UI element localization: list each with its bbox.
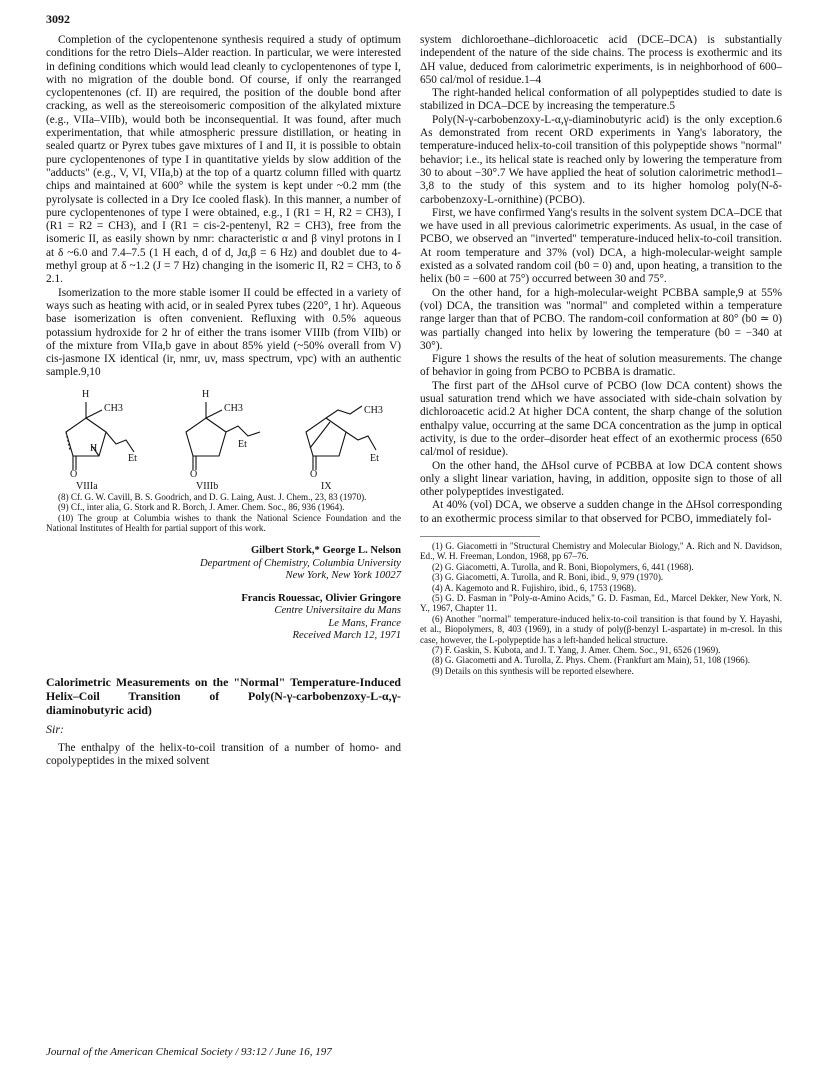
body-paragraph: system dichloroethane–dichloroacetic acid (DCE–DCA) is substantially independent of the nature of the side chains. The process is exothermic and its ΔH value, deduced from calorimetric experiments, is in neighborhood of 600–650 cal/mol of residue.1–4 [420,34,782,86]
atom-label: Et [370,452,379,464]
affiliation-line: New York, New York 10027 [285,570,401,582]
journal-footer: Journal of the American Chemical Society / 93:12 / June 16, 197 [46,1046,332,1058]
left-column [46,34,401,769]
body-paragraph: First, we have confirmed Yang's results in the solvent system DCA–DCE that we have used in all previous calorimetric experiments. As usual, in the case of PCBO, we observed an "inverted" temperature-induced helix-to-coil transition. At room temperature and 37% (vol) DCA, a high-molecular-weight sample existed as a solvated random coil (b0 = 0) and, upon heating, a transition to the helix (b0 = −600 at 75°) occurred between 30 and 75°. [420,206,783,286]
footnote: (5) G. D. Fasman in "Poly-α-Amino Acids," G. D. Fasman, Ed., Marcel Dekker, New York, N. Y., 1967, Chapter 11. [420,593,782,614]
body-paragraph: On the other hand, for a high-molecular-weight PCBBA sample,9 at 55% (vol) DCA, the transition was "normal" and completed within a temperature range larger than that of PCBO. The random-coil conformation at 80° (b0 ≃ 0) was partially changed into helix by lowering the temperature (b0 = −340 at 30°). [420,286,782,352]
affiliation-line: Centre Universitaire du Mans [274,605,401,617]
footnote: (8) Cf. G. W. Cavill, B. S. Goodrich, and D. G. Laing, Aust. J. Chem., 23, 83 (1970). [58,491,367,502]
atom-label: H [82,388,90,400]
body-paragraph: Figure 1 shows the results of the heat of solution measurements. The change of behavior in going from PCBO to PCBBA is dramatic. [420,353,782,379]
body-paragraph: Isomerization to the more stable isomer II could be effected in a variety of ways such as heating with acid, or in sealed Pyrex tubes (220°, 1 hr). Aqueous base isomerization is often convenient. Refluxing with 0.5% aqueous potassium hydroxide for 2 hr of either the trans isomer VIIIb (from VIIb) or of the mixture from VIIa,b gave in about 85% yield (~50% overall from V) cis-jasmone IX identical (ir, nmr, uv, mass spectrum, vpc) with an authentic sample.9,10 [46,286,401,379]
author-signature [46,545,401,583]
author-names: Francis Rouessac, Olivier Gringore [241,592,401,604]
footnote: (9) Details on this synthesis will be reported elsewhere. [432,665,634,676]
body-paragraph: The first part of the ΔHsol curve of PCBO (low DCA content) shows the usual saturation trend which we have associated with side-chain solvation by dichloroacetic acid.2 At higher DCA content, the sharp change of the solution enthalpy value, occurring at the same DCA concentration as the jump in optical activity, is due to the order–disorder heat effect of an exothermic process (650 cal/mol of residue). [420,379,782,459]
footnote: (6) Another "normal" temperature-induced helix-to-coil transition is that found by Y. Hayashi, et al., Biopolymers, 8, 403 (1969), in a study of poly(β-benzyl L-aspartate) in m-cresol. In this case, however, the L-polypeptide has a left-handed helical structure. [420,613,782,645]
atom-label: CH3 [224,402,243,414]
structure-figure [46,388,401,492]
atom-label: O [70,468,78,480]
salutation: Sir: [46,721,64,736]
atom-label: Et [238,438,247,450]
atom-label: O [190,468,198,480]
compound-label: VIIIa [76,480,98,492]
right-column [420,34,782,676]
body-paragraph: Completion of the cyclopentenone synthesis required a study of optimum conditions for the retro Diels–Alder reaction. In particular, we were interested in defining conditions which would lead cleanly to cyclopentenones of type I, with no migration of the double bond. Of course, if only the rearranged cyclopentenones (cf. II) are required, the position of the double bond after cracking, as well as the stereoisomeric composition of the alkylated mixture (e.g., VIIa–VIIb), would both be inconsequential. It was found, after much experimentation, that while atmospheric pressure distillation, or heating in sealed quartz or Pyrex tubes gave mixtures of I and II, it is possible to obtain pure cyclopentenones of type I in quantitative yields by slow addition of the "adducts" (e.g., V, VI, VIIa,b) at the top of a quartz column filled with quartz chips and maintained at 600° while the system is kept under ~0.2 mm (the pyrolysate is collected in a Dry Ice cooled flask). In this manner, a number of pure cyclopentenones of type I were obtained, e.g., I (R1 = H, R2 = CH3), I (R1 = R2 = CH3), and I (R1 = cis-2-pentenyl, R2 = CH3), free from the isomeric II, as easily shown by nmr: characteristic α and β vinyl protons in I at δ ~6.0 and 7.4–7.5 (1 H each, d of d, Jα,β = 6 Hz) and doublet due to 4-methyl group at δ ~1.2 (J = 7 Hz) changing in the isomeric II, R2 = CH3, to δ 2.1. [46,34,401,286]
footnotes-right [420,541,782,676]
page-number: 3092 [46,12,70,26]
atom-label: CH3 [364,404,383,416]
article-title: Calorimetric Measurements on the "Normal" Temperature-Induced Helix–Coil Transition of Poly(N-γ-carbobenzoxy-L-α,γ-diaminobutyric acid) [46,674,401,717]
body-paragraph: The right-handed helical conformation of all polypeptides studied to date is stabilized in DCA–DCE by increasing the temperature.5 [420,87,782,113]
compound-label: VIIIb [196,480,219,492]
footnote: (1) G. Giacometti in "Structural Chemistry and Molecular Biology," A. Rich and N. Davidson, Ed., W. H. Freeman, London, 1968, pp 67–76. [420,540,782,562]
author-signature [46,593,401,643]
author-names: Gilbert Stork,* George L. Nelson [250,545,401,557]
footnote: (2) G. Giacometti, A. Turolla, and R. Boni, Biopolymers, 6, 441 (1968). [432,561,694,572]
body-paragraph: Poly(N-γ-carbobenzoxy-L-α,γ-diaminobutyric acid) is the only exception.6 As demonstrated from recent ORD experiments in Yang's laboratory, the temperature-induced helix-to-coil transition of this polypeptide shows "normal" behavior; i.e., its helical state is reached only by lowering the temperature from 30 to about −30°.7 We have applied the heat of solution calorimetric method1–3,8 to the study of this system and to its higher homolog poly(N-δ-carbobenzoxy-L-ornithine) (PCBO). [420,113,782,206]
body-paragraph: At 40% (vol) DCA, we observe a sudden change in the ΔHsol corresponding to an exothermic process similar to that observed for PCBO, immediately fol- [420,499,782,525]
atom-label: CH3 [104,402,123,414]
footnote-divider [420,536,540,537]
footnote: (7) F. Gaskin, S. Kubota, and J. T. Yang, J. Amer. Chem. Soc., 91, 6526 (1969). [432,645,721,656]
affiliation-line: Le Mans, France [328,617,401,629]
atom-label: O [310,468,318,480]
affiliation-line: Department of Chemistry, Columbia University [200,557,401,569]
atom-label: Et [128,452,137,464]
received-date: Received March 12, 1971 [292,630,401,642]
compound-label: IX [321,480,332,492]
footnote: (3) G. Giacometti, A. Turolla, and R. Boni, ibid., 9, 979 (1970). [432,572,664,583]
atom-label: H [90,442,98,454]
atom-label: H [202,388,210,400]
body-paragraph: On the other hand, the ΔHsol curve of PCBBA at low DCA content shows only a slight linear variation, having, in addition, opposite sign to those of all other polypeptides investigated. [420,459,782,499]
footnote: (4) A. Kagemoto and R. Fujishiro, ibid., 6, 1753 (1968). [432,582,637,593]
footnotes-left [46,492,401,534]
footnote: (10) The group at Columbia wishes to thank the National Science Foundation and the National Institutes of Health for partial support of this work. [46,512,401,533]
footnote: (9) Cf., inter alia, G. Stork and R. Borch, J. Amer. Chem. Soc., 86, 936 (1964). [58,502,345,513]
footnote: (8) G. Giacometti and A. Turolla, Z. Phys. Chem. (Frankfurt am Main), 51, 108 (1966). [432,655,750,666]
body-paragraph: The enthalpy of the helix-to-coil transition of a number of homo- and copolypeptides in the mixed solvent [46,742,401,768]
